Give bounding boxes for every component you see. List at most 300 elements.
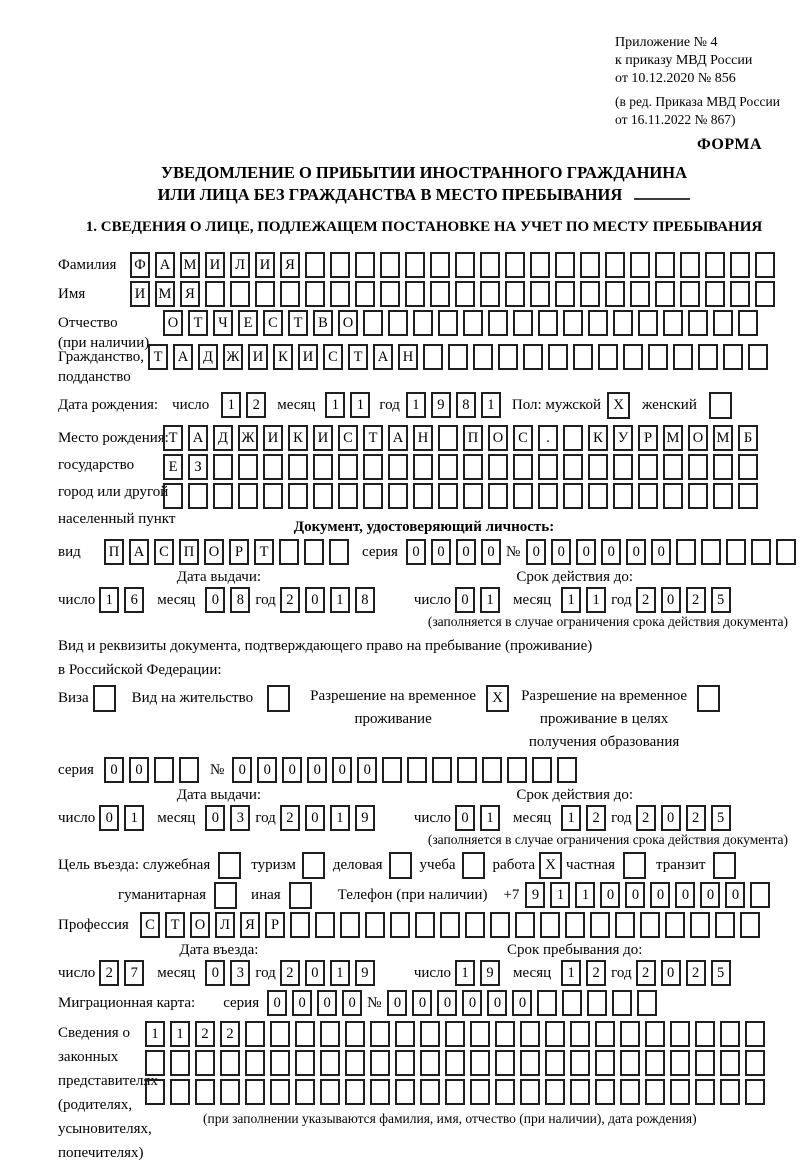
char-cell[interactable]: О [338,310,358,336]
char-cell[interactable] [490,912,510,938]
char-cell[interactable]: 1 [561,960,581,986]
char-cell[interactable]: Т [348,344,368,370]
char-cell[interactable]: 0 [661,805,681,831]
char-cell[interactable] [705,252,725,278]
char-cell[interactable] [738,454,758,480]
char-cell[interactable] [345,1079,365,1105]
char-cell[interactable] [670,1021,690,1047]
char-cell[interactable] [565,912,585,938]
char-cell[interactable]: 0 [307,757,327,783]
char-cell[interactable]: 2 [195,1021,215,1047]
char-cell[interactable] [645,1021,665,1047]
char-cell[interactable] [663,454,683,480]
char-cell[interactable]: Я [280,252,300,278]
char-cell[interactable] [638,454,658,480]
char-cell[interactable] [420,1050,440,1076]
char-cell[interactable]: 0 [129,757,149,783]
char-cell[interactable] [695,1021,715,1047]
char-cell[interactable] [740,912,760,938]
char-cell[interactable]: Н [398,344,418,370]
char-cell[interactable] [290,912,310,938]
char-cell[interactable] [563,425,583,451]
char-cell[interactable]: 1 [481,392,501,418]
char-cell[interactable] [145,1050,165,1076]
char-cell[interactable]: А [373,344,393,370]
char-cell[interactable]: 2 [280,805,300,831]
char-cell[interactable]: 0 [412,990,432,1016]
char-cell[interactable] [698,344,718,370]
char-cell[interactable] [695,1079,715,1105]
char-cell[interactable] [673,344,693,370]
char-cell[interactable] [587,990,607,1016]
char-cell[interactable]: 9 [355,960,375,986]
char-cell[interactable] [245,1021,265,1047]
char-cell[interactable]: И [130,281,150,307]
char-cell[interactable]: И [255,252,275,278]
char-cell[interactable] [498,344,518,370]
char-cell[interactable] [637,990,657,1016]
char-cell[interactable]: 3 [230,960,250,986]
char-cell[interactable]: 0 [625,882,645,908]
char-cell[interactable]: Я [180,281,200,307]
char-cell[interactable]: 2 [636,805,656,831]
char-cell[interactable]: Ф [130,252,150,278]
char-cell[interactable] [751,539,771,565]
char-cell[interactable]: 0 [387,990,407,1016]
char-cell[interactable]: О [688,425,708,451]
purpose-private-checkbox[interactable] [623,852,646,879]
char-cell[interactable] [329,539,349,565]
char-cell[interactable] [463,310,483,336]
char-cell[interactable]: 1 [480,587,500,613]
char-cell[interactable] [495,1079,515,1105]
char-cell[interactable] [580,281,600,307]
char-cell[interactable]: 1 [550,882,570,908]
char-cell[interactable] [738,310,758,336]
char-cell[interactable]: 1 [221,392,241,418]
char-cell[interactable] [588,454,608,480]
char-cell[interactable] [188,483,208,509]
char-cell[interactable] [723,344,743,370]
char-cell[interactable]: Д [213,425,233,451]
char-cell[interactable] [505,252,525,278]
char-cell[interactable]: Ж [223,344,243,370]
char-cell[interactable]: П [179,539,199,565]
char-cell[interactable]: П [104,539,124,565]
char-cell[interactable]: 0 [257,757,277,783]
char-cell[interactable] [382,757,402,783]
purpose-humanitarian-checkbox[interactable] [214,882,237,909]
char-cell[interactable]: М [663,425,683,451]
char-cell[interactable]: 1 [330,587,350,613]
char-cell[interactable] [470,1021,490,1047]
char-cell[interactable] [676,539,696,565]
char-cell[interactable]: И [263,425,283,451]
char-cell[interactable] [738,483,758,509]
char-cell[interactable]: Т [188,310,208,336]
char-cell[interactable] [750,882,770,908]
char-cell[interactable]: О [163,310,183,336]
visa-checkbox[interactable] [93,685,116,712]
char-cell[interactable] [695,1050,715,1076]
char-cell[interactable]: Е [238,310,258,336]
char-cell[interactable]: М [180,252,200,278]
char-cell[interactable] [473,344,493,370]
char-cell[interactable] [295,1050,315,1076]
char-cell[interactable] [238,454,258,480]
char-cell[interactable] [505,281,525,307]
char-cell[interactable]: С [513,425,533,451]
char-cell[interactable] [520,1079,540,1105]
char-cell[interactable]: 1 [561,805,581,831]
char-cell[interactable] [255,281,275,307]
char-cell[interactable]: 5 [711,805,731,831]
char-cell[interactable]: М [155,281,175,307]
char-cell[interactable]: И [205,252,225,278]
char-cell[interactable] [195,1050,215,1076]
char-cell[interactable]: 1 [330,960,350,986]
char-cell[interactable]: К [588,425,608,451]
char-cell[interactable]: 0 [481,539,501,565]
char-cell[interactable] [538,310,558,336]
char-cell[interactable] [370,1050,390,1076]
char-cell[interactable] [562,990,582,1016]
char-cell[interactable]: 2 [220,1021,240,1047]
char-cell[interactable]: 0 [305,805,325,831]
edu-permit-checkbox[interactable] [697,685,720,712]
char-cell[interactable] [388,454,408,480]
char-cell[interactable]: 0 [626,539,646,565]
char-cell[interactable]: С [338,425,358,451]
char-cell[interactable] [557,757,577,783]
char-cell[interactable] [523,344,543,370]
char-cell[interactable]: 0 [675,882,695,908]
char-cell[interactable]: А [388,425,408,451]
char-cell[interactable] [690,912,710,938]
char-cell[interactable]: О [488,425,508,451]
char-cell[interactable] [595,1079,615,1105]
char-cell[interactable] [245,1050,265,1076]
char-cell[interactable] [288,454,308,480]
char-cell[interactable] [701,539,721,565]
char-cell[interactable] [154,757,174,783]
char-cell[interactable] [595,1050,615,1076]
char-cell[interactable]: 0 [305,587,325,613]
char-cell[interactable] [555,252,575,278]
char-cell[interactable] [438,425,458,451]
temp-permit-checkbox[interactable]: X [486,685,509,712]
char-cell[interactable] [420,1021,440,1047]
char-cell[interactable] [640,912,660,938]
char-cell[interactable]: 1 [350,392,370,418]
char-cell[interactable]: 7 [124,960,144,986]
char-cell[interactable] [413,483,433,509]
char-cell[interactable]: 1 [99,587,119,613]
char-cell[interactable]: 0 [455,587,475,613]
char-cell[interactable]: 9 [525,882,545,908]
char-cell[interactable] [430,281,450,307]
char-cell[interactable] [720,1021,740,1047]
char-cell[interactable]: С [140,912,160,938]
char-cell[interactable]: А [188,425,208,451]
char-cell[interactable]: 0 [650,882,670,908]
purpose-work-checkbox[interactable]: X [539,852,562,879]
char-cell[interactable] [530,281,550,307]
char-cell[interactable] [623,344,643,370]
char-cell[interactable] [145,1079,165,1105]
char-cell[interactable] [445,1021,465,1047]
char-cell[interactable] [573,344,593,370]
char-cell[interactable] [595,1021,615,1047]
char-cell[interactable]: 0 [661,587,681,613]
char-cell[interactable] [513,310,533,336]
char-cell[interactable] [713,310,733,336]
char-cell[interactable] [720,1050,740,1076]
char-cell[interactable] [270,1079,290,1105]
char-cell[interactable]: 0 [601,539,621,565]
char-cell[interactable] [363,454,383,480]
char-cell[interactable] [688,310,708,336]
char-cell[interactable]: Ч [213,310,233,336]
char-cell[interactable] [670,1050,690,1076]
char-cell[interactable] [163,483,183,509]
char-cell[interactable] [295,1079,315,1105]
char-cell[interactable] [423,344,443,370]
char-cell[interactable]: П [463,425,483,451]
char-cell[interactable] [638,483,658,509]
char-cell[interactable]: Л [230,252,250,278]
char-cell[interactable] [570,1079,590,1105]
char-cell[interactable] [395,1021,415,1047]
char-cell[interactable] [688,454,708,480]
char-cell[interactable]: У [613,425,633,451]
char-cell[interactable] [545,1050,565,1076]
char-cell[interactable]: 0 [305,960,325,986]
char-cell[interactable] [605,252,625,278]
char-cell[interactable] [420,1079,440,1105]
char-cell[interactable]: 0 [282,757,302,783]
char-cell[interactable] [713,454,733,480]
char-cell[interactable]: Т [163,425,183,451]
char-cell[interactable] [430,252,450,278]
char-cell[interactable] [263,454,283,480]
char-cell[interactable] [688,483,708,509]
char-cell[interactable]: 1 [586,587,606,613]
char-cell[interactable] [288,483,308,509]
char-cell[interactable]: О [190,912,210,938]
char-cell[interactable]: Н [413,425,433,451]
char-cell[interactable]: А [129,539,149,565]
char-cell[interactable] [355,281,375,307]
purpose-official-checkbox[interactable] [218,852,241,879]
char-cell[interactable] [405,252,425,278]
char-cell[interactable]: 9 [480,960,500,986]
char-cell[interactable] [440,912,460,938]
char-cell[interactable] [313,483,333,509]
char-cell[interactable]: 0 [104,757,124,783]
char-cell[interactable] [395,1050,415,1076]
char-cell[interactable] [263,483,283,509]
char-cell[interactable] [588,310,608,336]
char-cell[interactable] [363,483,383,509]
char-cell[interactable] [388,483,408,509]
char-cell[interactable] [513,454,533,480]
char-cell[interactable]: 0 [205,587,225,613]
char-cell[interactable] [432,757,452,783]
char-cell[interactable]: 2 [280,960,300,986]
char-cell[interactable] [405,281,425,307]
char-cell[interactable] [755,252,775,278]
char-cell[interactable]: 1 [325,392,345,418]
char-cell[interactable]: М [713,425,733,451]
char-cell[interactable] [515,912,535,938]
char-cell[interactable] [613,454,633,480]
char-cell[interactable] [645,1079,665,1105]
char-cell[interactable] [680,252,700,278]
char-cell[interactable] [413,310,433,336]
char-cell[interactable] [495,1050,515,1076]
char-cell[interactable]: Т [363,425,383,451]
char-cell[interactable] [470,1079,490,1105]
char-cell[interactable] [245,1079,265,1105]
char-cell[interactable] [448,344,468,370]
char-cell[interactable] [320,1079,340,1105]
char-cell[interactable] [270,1050,290,1076]
char-cell[interactable] [520,1050,540,1076]
char-cell[interactable] [715,912,735,938]
char-cell[interactable] [338,454,358,480]
char-cell[interactable]: О [204,539,224,565]
char-cell[interactable] [270,1021,290,1047]
char-cell[interactable]: 2 [636,960,656,986]
char-cell[interactable]: 1 [480,805,500,831]
char-cell[interactable] [280,281,300,307]
sex-female-checkbox[interactable] [709,392,732,419]
char-cell[interactable]: 9 [355,805,375,831]
char-cell[interactable] [355,252,375,278]
char-cell[interactable] [320,1021,340,1047]
char-cell[interactable]: Л [215,912,235,938]
char-cell[interactable] [776,539,796,565]
char-cell[interactable]: 8 [355,587,375,613]
char-cell[interactable]: 0 [205,960,225,986]
char-cell[interactable] [630,252,650,278]
char-cell[interactable] [705,281,725,307]
char-cell[interactable] [365,912,385,938]
char-cell[interactable] [645,1050,665,1076]
char-cell[interactable] [615,912,635,938]
char-cell[interactable] [745,1050,765,1076]
char-cell[interactable]: 0 [205,805,225,831]
char-cell[interactable] [338,483,358,509]
char-cell[interactable] [480,252,500,278]
char-cell[interactable] [670,1079,690,1105]
char-cell[interactable]: Р [638,425,658,451]
char-cell[interactable]: К [288,425,308,451]
char-cell[interactable] [555,281,575,307]
char-cell[interactable] [663,310,683,336]
char-cell[interactable]: 6 [124,587,144,613]
char-cell[interactable] [179,757,199,783]
char-cell[interactable] [238,483,258,509]
char-cell[interactable]: А [155,252,175,278]
char-cell[interactable] [170,1079,190,1105]
char-cell[interactable] [726,539,746,565]
char-cell[interactable]: 5 [711,960,731,986]
char-cell[interactable]: Т [165,912,185,938]
char-cell[interactable]: 0 [576,539,596,565]
char-cell[interactable]: 1 [330,805,350,831]
char-cell[interactable]: 2 [686,587,706,613]
char-cell[interactable]: 0 [406,539,426,565]
char-cell[interactable] [320,1050,340,1076]
char-cell[interactable] [488,483,508,509]
char-cell[interactable] [390,912,410,938]
char-cell[interactable]: Т [254,539,274,565]
char-cell[interactable]: 0 [437,990,457,1016]
char-cell[interactable] [530,252,550,278]
char-cell[interactable]: 3 [230,805,250,831]
char-cell[interactable] [438,310,458,336]
char-cell[interactable]: 8 [456,392,476,418]
char-cell[interactable]: З [188,454,208,480]
char-cell[interactable] [488,310,508,336]
char-cell[interactable] [380,281,400,307]
char-cell[interactable]: Б [738,425,758,451]
char-cell[interactable]: Е [163,454,183,480]
char-cell[interactable]: И [248,344,268,370]
char-cell[interactable] [730,252,750,278]
char-cell[interactable] [488,454,508,480]
purpose-business-checkbox[interactable] [389,852,412,879]
char-cell[interactable] [538,454,558,480]
purpose-study-checkbox[interactable] [462,852,485,879]
char-cell[interactable] [455,281,475,307]
char-cell[interactable] [580,252,600,278]
char-cell[interactable] [445,1050,465,1076]
char-cell[interactable] [345,1021,365,1047]
char-cell[interactable] [345,1050,365,1076]
char-cell[interactable] [213,454,233,480]
char-cell[interactable]: 2 [586,805,606,831]
char-cell[interactable] [532,757,552,783]
char-cell[interactable] [680,281,700,307]
char-cell[interactable]: 0 [267,990,287,1016]
char-cell[interactable]: С [154,539,174,565]
char-cell[interactable] [537,990,557,1016]
char-cell[interactable] [538,483,558,509]
char-cell[interactable] [370,1079,390,1105]
char-cell[interactable]: И [313,425,333,451]
char-cell[interactable]: 5 [711,587,731,613]
char-cell[interactable] [713,483,733,509]
char-cell[interactable]: 2 [686,805,706,831]
char-cell[interactable] [415,912,435,938]
char-cell[interactable] [195,1079,215,1105]
char-cell[interactable]: 2 [586,960,606,986]
char-cell[interactable]: 0 [357,757,377,783]
char-cell[interactable]: Я [240,912,260,938]
char-cell[interactable] [304,539,324,565]
purpose-other-checkbox[interactable] [289,882,312,909]
char-cell[interactable] [612,990,632,1016]
char-cell[interactable] [465,912,485,938]
char-cell[interactable] [438,483,458,509]
char-cell[interactable] [230,281,250,307]
char-cell[interactable] [605,281,625,307]
char-cell[interactable]: 2 [99,960,119,986]
char-cell[interactable]: 9 [431,392,451,418]
